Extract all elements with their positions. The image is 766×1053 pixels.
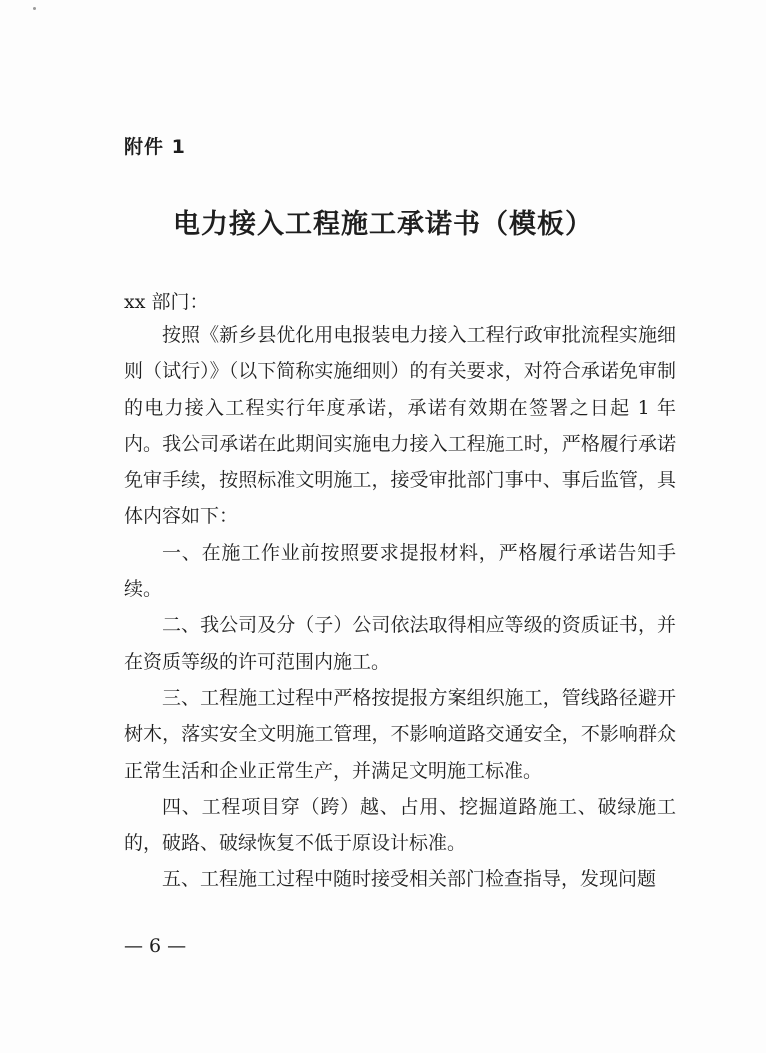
paragraph-item-5: 五、工程施工过程中随时接受相关部门检查指导，发现问题 bbox=[162, 868, 657, 891]
paragraph-item-4: 四、工程项目穿（跨）越、占用、挖掘道路施工、破绿施工的，破路、破绿恢复不低于原设计标准。 bbox=[124, 795, 676, 855]
paragraph-item-3: 三、工程施工过程中严格按提报方案组织施工，管线路径避开树木，落实安全文明施工管理，不影响道路交通安全，不影响群众正常生活和企业正常生产，并满足文明施工标准。 bbox=[124, 686, 676, 782]
body-text bbox=[124, 317, 676, 898]
document-title: 电力接入工程施工承诺书（模板） bbox=[173, 209, 593, 240]
page-number: — 6 — bbox=[124, 935, 187, 957]
attachment-label: 附件 1 bbox=[124, 136, 186, 158]
scan-speck bbox=[33, 7, 36, 10]
paragraph-item-2: 二、我公司及分（子）公司依法取得相应等级的资质证书，并在资质等级的许可范围内施工。 bbox=[124, 614, 676, 673]
paragraph-item-1: 一、在施工作业前按照要求提报材料，严格履行承诺告知手续。 bbox=[124, 541, 676, 601]
salutation: xx 部门： bbox=[124, 291, 209, 313]
paragraph-intro: 按照《新乡县优化用电报装电力接入工程行政审批流程实施细则（试行）》（以下简称实施细则）的有关要求，对符合承诺免审制的电力接入工程实行年度承诺，承诺有效期在签署之日起 1 年内。我公司承诺在此期间实施电力接入工程施工时，严格履行承诺免审手续，按照标准文明施工，接受审批部门事中、事后监管，具体内容如下： bbox=[124, 324, 676, 528]
